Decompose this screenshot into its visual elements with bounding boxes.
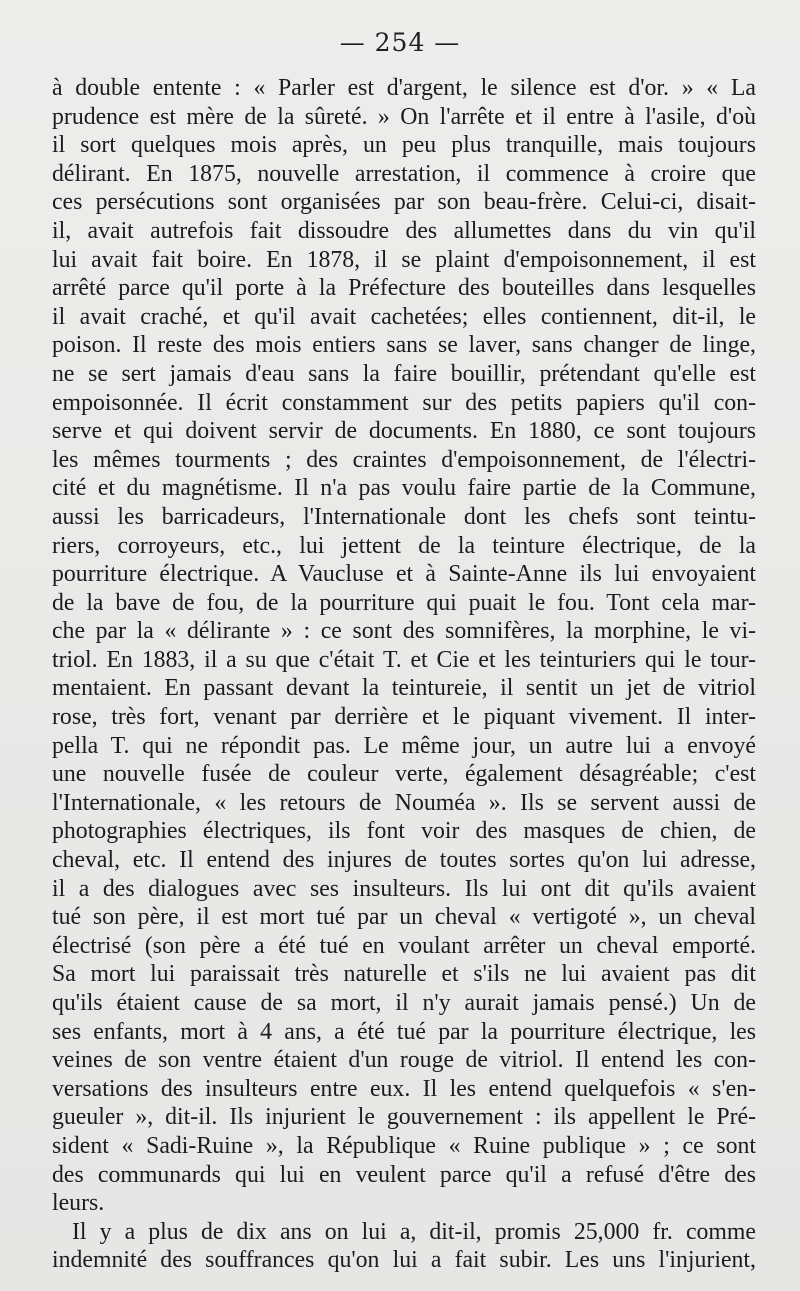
text-line: il a des dialogues avec ses insulteurs. Ils lui ont dit qu'ils avaient — [52, 875, 756, 902]
text-line: ne se sert jamais d'eau sans la faire bouillir, prétendant qu'elle est — [52, 360, 756, 387]
text-line: pella T. qui ne répondit pas. Le même jour, un autre lui a envoyé — [52, 732, 756, 759]
text-line: lui avait fait boire. En 1878, il se plaint d'empoisonnement, il est — [52, 246, 756, 273]
text-line: l'Internationale, « les retours de Nouméa ». Ils se servent aussi de — [52, 789, 756, 816]
text-line: électrisé (son père a été tué en voulant arrêter un cheval emporté. — [52, 932, 756, 959]
text-line: poison. Il reste des mois entiers sans se laver, sans changer de linge, — [52, 332, 756, 359]
text-line: les mêmes tourments ; des craintes d'empoisonnement, de l'électri- — [52, 446, 756, 473]
text-line: cheval, etc. Il entend des injures de toutes sortes qu'on lui adresse, — [52, 847, 756, 874]
text-line: riers, corroyeurs, etc., lui jettent de la teinture électrique, de la — [52, 532, 756, 559]
text-line: che par la « délirante » : ce sont des somnifères, la morphine, le vi- — [52, 618, 756, 645]
text-line: tué son père, il est mort tué par un cheval « vertigoté », un cheval — [52, 904, 756, 931]
text-line: Il y a plus de dix ans on lui a, dit-il, promis 25,000 fr. comme — [72, 1218, 756, 1245]
text-line: veines de son ventre étaient d'un rouge de vitriol. Il entend les con- — [52, 1047, 756, 1074]
paragraph-1 — [52, 74, 756, 1218]
body-text — [52, 74, 756, 1275]
text-line: mentaient. En passant devant la teintureie, il sentit un jet de vitriol — [52, 675, 756, 702]
text-line: il sort quelques mois après, un peu plus tranquille, mais toujours — [52, 132, 756, 159]
text-line: Sa mort lui paraissait très naturelle et s'ils ne lui avaient pas dit — [52, 961, 756, 988]
text-line: cité et du magnétisme. Il n'a pas voulu faire partie de la Commune, — [52, 475, 756, 502]
text-line: des communards qui lui en veulent parce qu'il a refusé d'être des — [52, 1161, 756, 1188]
text-line: versations des insulteurs entre eux. Il les entend quelquefois « s'en- — [52, 1075, 756, 1102]
paragraph-2 — [52, 1218, 756, 1275]
text-line: délirant. En 1875, nouvelle arrestation, il commence à croire que — [52, 160, 756, 187]
text-line: arrêté parce qu'il porte à la Préfecture des bouteilles dans lesquelles — [52, 275, 756, 302]
text-line: ces persécutions sont organisées par son beau-frère. Celui-ci, disait- — [52, 189, 756, 216]
text-line: triol. En 1883, il a su que c'était T. et Cie et les teinturiers qui le tour- — [52, 646, 756, 673]
text-line: à double entente : « Parler est d'argent, le silence est d'or. » « La — [52, 75, 756, 101]
text-line: leurs. — [52, 1190, 105, 1217]
page-number: — 254 — — [339, 28, 461, 57]
text-line: empoisonnée. Il écrit constamment sur des petits papiers qu'il con- — [52, 389, 756, 416]
text-line: aussi les barricadeurs, l'Internationale dont les chefs sont teintu- — [52, 503, 756, 530]
text-line: prudence est mère de la sûreté. » On l'arrête et il entre à l'asile, d'où — [52, 103, 756, 130]
text-line: gueuler », dit-il. Ils injurient le gouvernement : ils appellent le Pré- — [52, 1104, 756, 1131]
text-line: une nouvelle fusée de couleur verte, également désagréable; c'est — [52, 761, 756, 788]
text-line: ses enfants, mort à 4 ans, a été tué par la pourriture électrique, les — [52, 1018, 756, 1045]
text-line: sident « Sadi-Ruine », la République « Ruine publique » ; ce sont — [52, 1132, 756, 1159]
text-line: il avait craché, et qu'il avait cachetées; elles contiennent, dit-il, le — [52, 303, 756, 330]
text-line: rose, très fort, venant par derrière et le piquant vivement. Il inter- — [52, 704, 756, 731]
text-line: de la bave de fou, de la pourriture qui puait le fou. Tont cela mar- — [52, 589, 756, 616]
text-line: pourriture électrique. A Vaucluse et à Sainte-Anne ils lui envoyaient — [52, 561, 756, 588]
text-line: qu'ils étaient cause de sa mort, il n'y aurait jamais pensé.) Un de — [52, 990, 756, 1016]
text-line: serve et qui doivent servir de documents. En 1880, ce sont toujours — [52, 418, 756, 445]
text-line: il, avait autrefois fait dissoudre des allumettes dans du vin qu'il — [52, 217, 756, 244]
text-line: photographies électriques, ils font voir des masques de chien, de — [52, 818, 756, 845]
text-line: indemnité des souffrances qu'on lui a fait subir. Les uns l'injurient, — [52, 1247, 756, 1274]
